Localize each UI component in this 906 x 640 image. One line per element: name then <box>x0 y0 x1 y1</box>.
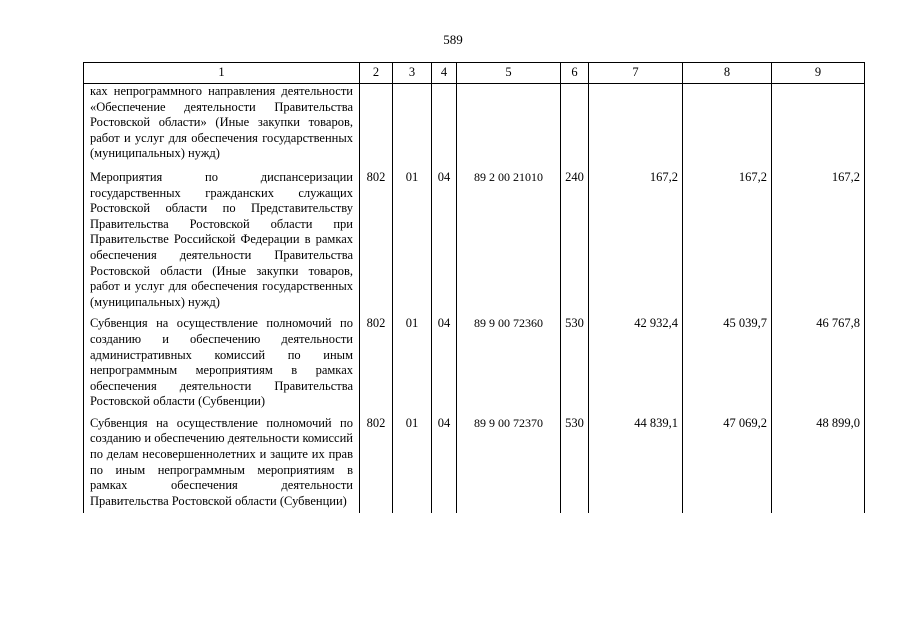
ministry-code: 802 <box>360 168 393 314</box>
section-code: 01 <box>393 168 432 314</box>
expense-type-code: 240 <box>561 168 589 314</box>
header-row <box>84 63 865 84</box>
amount-col-9 <box>772 84 865 168</box>
section-code: 01 <box>393 314 432 414</box>
amount-col-8: 45 039,7 <box>683 314 772 414</box>
column-header: 1 <box>84 63 360 84</box>
table-row <box>84 84 865 168</box>
target-article-code <box>457 84 561 168</box>
table-row <box>84 314 865 414</box>
section-code <box>393 84 432 168</box>
amount-col-9: 167,2 <box>772 168 865 314</box>
budget-table <box>83 62 865 513</box>
subsection-code <box>432 84 457 168</box>
amount-col-7 <box>589 84 683 168</box>
ministry-code <box>360 84 393 168</box>
column-header: 5 <box>457 63 561 84</box>
row-description: Субвенция на осуществление полномочий по созданию и обеспечению деятельности комиссий по делам несовершеннолетних и защите их прав по иным непрограммным мероприятиям в рамках обеспечения деятельности Правительства Ростовской области (Субвенции) <box>84 414 360 514</box>
column-header: 9 <box>772 63 865 84</box>
amount-col-7: 44 839,1 <box>589 414 683 514</box>
column-header: 3 <box>393 63 432 84</box>
amount-col-9: 46 767,8 <box>772 314 865 414</box>
expense-type-code: 530 <box>561 314 589 414</box>
target-article-code: 89 2 00 21010 <box>457 168 561 314</box>
column-header: 7 <box>589 63 683 84</box>
section-code: 01 <box>393 414 432 514</box>
ministry-code: 802 <box>360 414 393 514</box>
table-row <box>84 414 865 514</box>
subsection-code: 04 <box>432 168 457 314</box>
target-article-code: 89 9 00 72370 <box>457 414 561 514</box>
amount-col-8: 47 069,2 <box>683 414 772 514</box>
amount-col-8 <box>683 84 772 168</box>
column-header: 4 <box>432 63 457 84</box>
column-header: 8 <box>683 63 772 84</box>
subsection-code: 04 <box>432 314 457 414</box>
amount-col-9: 48 899,0 <box>772 414 865 514</box>
subsection-code: 04 <box>432 414 457 514</box>
expense-type-code: 530 <box>561 414 589 514</box>
ministry-code: 802 <box>360 314 393 414</box>
amount-col-7: 167,2 <box>589 168 683 314</box>
column-header: 2 <box>360 63 393 84</box>
target-article-code: 89 9 00 72360 <box>457 314 561 414</box>
expense-type-code <box>561 84 589 168</box>
amount-col-7: 42 932,4 <box>589 314 683 414</box>
amount-col-8: 167,2 <box>683 168 772 314</box>
table-row <box>84 168 865 314</box>
row-description: ках непрограммного направления деятельности «Обеспечение деятельности Правительства Ростовской области» (Иные закупки товаров, работ и услуг для обеспечения государственных (муниципальных) нужд) <box>84 84 360 168</box>
row-description: Субвенция на осуществление полномочий по созданию и обеспечению деятельности административных комиссий по иным непрограммным мероприятиям в рамках обеспечения деятельности Правительства Ростовской области (Субвенции) <box>84 314 360 414</box>
column-header: 6 <box>561 63 589 84</box>
row-description: Мероприятия по диспансеризации государственных гражданских служащих Ростовской области по Представительству Правительства Ростовской области при Правительстве Российской Федерации в рамках обеспечения деятельности Правительства Ростовской области (Иные закупки товаров, работ и услуг для обеспечения государственных (муниципальных) нужд) <box>84 168 360 314</box>
page-number: 589 <box>443 32 463 47</box>
